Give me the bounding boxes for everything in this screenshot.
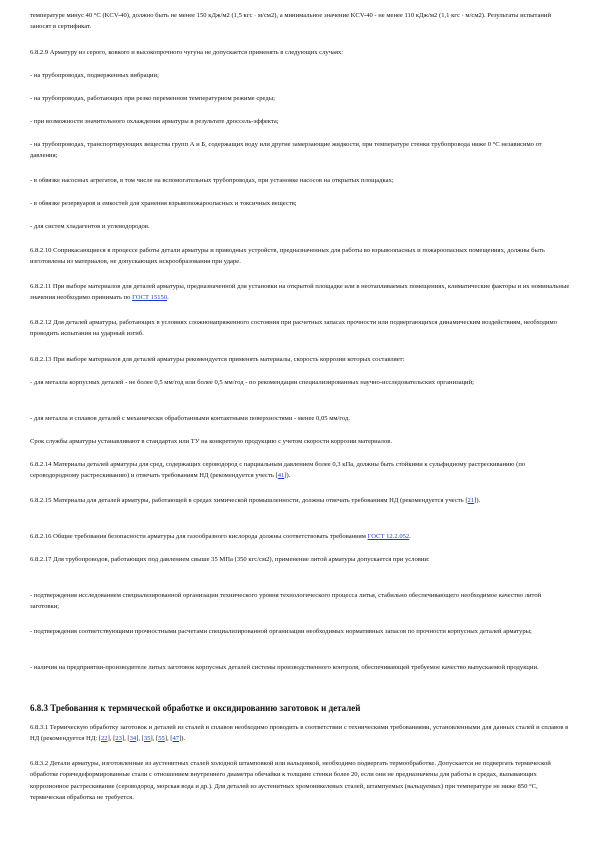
link-gost-12-2-052[interactable]: ГОСТ 12.2.052 [367,533,410,540]
paragraph-p18: 6.8.2.16 Общие требования безопасности арматуры для газообразного кислорода должны соответствовать требованиям ГОСТ 12.2.052. [30,533,411,540]
paragraph-p11: 6.8.2.12 Для деталей арматуры, работающих в условиях сложнонапряженного состояния при расчетных запасах прочности или подвергающихся динамическим воздействиям, необходимо проводить испытания на ударный изгиб. [30,319,558,338]
link-ref-21[interactable]: 21 [467,497,475,504]
paragraph-p00: температуре минус 40 °C (KCV-40), должно быть не менее 150 кДж/м2 (1,5 кгс · м/см2), а минимальное значение KCV-40 - не менее 110 кДж/м2 (1,1 кгс · м/см2). Результаты испытаний заносят в сертификат. [30,12,551,31]
paragraph-p04: - при возможности значительного охлаждения арматуры в результате дроссель-эффекта; [30,118,279,125]
paragraph-p01: 6.8.2.9 Арматуру из серого, ковкого и высокопрочного чугуна не допускается применять в следующих случаях: [30,49,344,56]
paragraph-p09: 6.8.2.10 Соприкасающиеся в процессе работы детали арматуры и приводных устройств, предназначенных для работы во взрывоопасных и пожароопасных помещениях, должны быть изготовлены из материалов, не допускающих искрообразования при ударе. [30,247,545,266]
paragraph-p02: - на трубопроводах, подверженных вибрации; [30,72,159,79]
paragraph-p19: 6.8.2.17 Для трубопроводов, работающих под давлением свыше 35 МПа (350 кгс/см2), применение литой арматуры допускается при условии: [30,556,430,563]
paragraph-p13: - для металла корпусных деталей - не более 0,5 мм/год или более 0,5 мм/год - по рекомендации специализированных научно-исследовательских организаций; [30,379,474,386]
section-heading-6-8-3: 6.8.3 Требования к термической обработке и оксидированию заготовок и деталей [30,703,361,713]
paragraph-p12: 6.8.2.13 При выборе материалов для деталей арматуры рекомендуется применять материалы, скорость коррозии которых составляет: [30,356,405,363]
paragraph-p03: - на трубопроводах, работающих при резко переменном температурном режиме среды; [30,95,275,102]
link-ref-41[interactable]: 41 [277,472,285,480]
paragraph-p07: - в обвязке резервуаров и емкостей для хранения взрывопожароопасных и токсичных веществ; [30,200,297,207]
link-gost-15150[interactable]: ГОСТ 15150 [132,294,168,302]
link-ref-22[interactable]: 22 [101,735,108,743]
paragraph-p15: Срок службы арматуры устанавливают в стандартах или ТУ на конкретную продукцию с учетом скорости коррозии материалов. [30,438,393,445]
paragraph-p25: 6.8.3.2 Детали арматуры, изготовленные из аустенитных сталей холодной штамповкой или вальцовкой, необходимо подвергать термообработке. Допускается не подвергать термической обработке горячедеформированные стали с отношением внутреннего диаметра обечайки к толщине стенки более 20, если они не предназначены для работы в средах, вызывающих коррозионное растрескивание (сероводород, морская вода и др.). Для деталей из аустенитных хромоникелевых сталей, штампуемых (вальцуемых) при температуре не ниже 850 °C, термическая обработка не требуется. [30,760,551,802]
link-ref-34[interactable]: 34 [129,735,137,743]
paragraph-p05: - на трубопроводах, транспортирующих вещества групп А и Б, содержащих воду или другие замерзающие жидкости, при температуре стенки трубопровода ниже 0 °C независимо от давления; [30,141,542,160]
link-ref-23[interactable]: 23 [115,735,122,743]
link-ref-55[interactable]: 55 [158,735,165,743]
paragraph-p21: - подтверждения соответствующими прочностными расчетами специализированной организации необходимых нормативных запасов по прочности корпусных деталей арматуры; [30,628,532,635]
paragraph-p22: - наличия на предприятии-производителе литых заготовок корпусных деталей системы производственного контроля, обеспечивающей требуемое качество выпускаемой продукции. [30,664,539,671]
paragraph-p08: - для систем хладагентов и углеводородов. [30,223,150,230]
link-ref-47[interactable]: 47 [172,735,180,743]
paragraph-p20: - подтверждения исследованием специализированной организации технического уровня технологического процесса литья, стабильно обеспечивающего необходимое качество литой заготовки; [30,592,542,611]
paragraph-p06: - в обвязке насосных агрегатов, в том числе на вспомогательных трубопроводах, при установке насосов на открытых площадках; [30,177,394,184]
paragraph-p14: - для металла и сплавов деталей с механически обработанными контактными поверхностями - менее 0,05 мм/год. [30,415,351,422]
paragraph-p10: 6.8.2.11 При выборе материалов для деталей арматуры, предназначенной для установки на открытой площадке или в неотапливаемых помещениях, климатические факторы и их номинальные значения необходимо принимать по ГОСТ 15150. [30,283,570,302]
paragraph-p16: 6.8.2.14 Материалы деталей арматуры для сред, содержащих сероводород с парциальным давлением более 0,3 кПа, должны быть стойкими к сульфидному растрескиванию (по сероводородному растрескиванию) и отвечать требованиям НД (рекомендуется учесть [41]). [30,461,526,480]
link-ref-35[interactable]: 35 [143,735,151,743]
paragraph-p24: 6.8.3.1 Термическую обработку заготовок и деталей из сталей и сплавов необходимо проводить в соответствии с техническими требованиями, установленными для данных сталей и сплавов в НД (рекомендуется НД: [22], [23], [34], [35], [55], [47]). [30,724,569,743]
paragraph-p17: 6.8.2.15 Материалы для деталей арматуры, работающей в средах химической промышленности, должны отвечать требованиям НД (рекомендуется учесть [21]). [30,497,481,504]
